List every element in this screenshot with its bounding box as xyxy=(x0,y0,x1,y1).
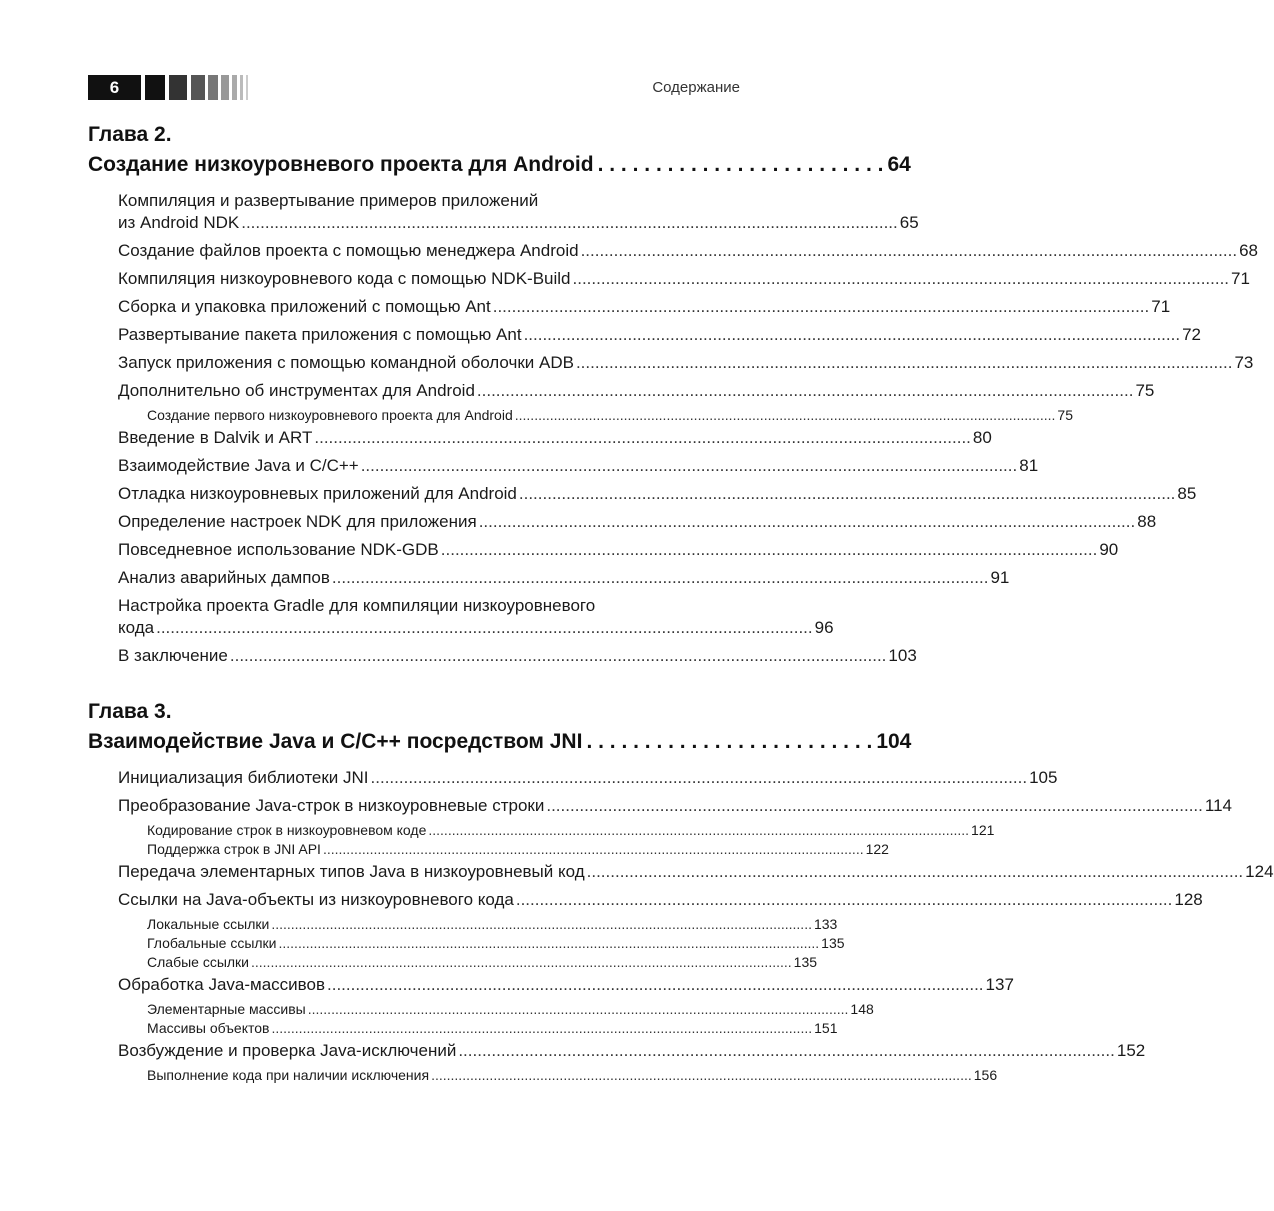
toc-entry-title: Массивы объектов xyxy=(147,1020,270,1036)
toc-entry-title: В заключение xyxy=(118,646,228,665)
toc-entry-title: Возбуждение и проверка Java-исключений xyxy=(118,1041,457,1060)
leader-dots: ........................................................................................................................................... xyxy=(546,796,1203,815)
chapter-2 xyxy=(88,120,1259,673)
toc-entry-page: 88 xyxy=(1137,512,1157,531)
toc-entry-title: Передача элементарных типов Java в низкоуровневый код xyxy=(118,862,585,881)
toc-entry-title: Выполнение кода при наличии исключения xyxy=(147,1067,430,1083)
toc-entry-page: 128 xyxy=(1174,890,1203,909)
toc-entry xyxy=(118,455,1039,477)
toc-entry xyxy=(118,889,1203,911)
toc-entry-page: 103 xyxy=(888,646,917,665)
leader-dots: ........................................................................................................................................... xyxy=(156,618,813,637)
toc-entry-title: Поддержка строк в JNI API xyxy=(147,841,321,857)
leader-dots: ........................................................................................................................................... xyxy=(476,381,1134,400)
toc-entry-title: Повседневное использование NDK-GDB xyxy=(118,540,439,559)
chapter-title: Взаимодействие Java и C/C++ посредством JNI xyxy=(88,730,583,753)
toc-entry-title: Компиляция низкоуровневого кода с помощью NDK-Build xyxy=(118,269,571,288)
leader-dots: ........................................................................................................................................... xyxy=(331,568,989,587)
chapter-label: Глава 3. xyxy=(88,700,172,723)
chapter-title-row xyxy=(88,150,911,180)
leader-dots: ........................................................................................................................................... xyxy=(431,1067,972,1083)
leader-dots: ........................................................................................................................................... xyxy=(586,862,1244,881)
toc-entry-title: Обработка Java-массивов xyxy=(118,975,325,994)
leader-dots: ........................................................................................................................................... xyxy=(241,213,898,232)
chapter-page: 104 xyxy=(876,730,912,753)
leader-dots: ........................................................................................................................................... xyxy=(314,428,971,447)
leader-dots: . . . . . . . . . . . . . . . . . . . . . . . . . xyxy=(597,153,884,176)
toc-entry-title: Отладка низкоуровневых приложений для Android xyxy=(118,484,517,503)
toc-entry-title: Определение настроек NDK для приложения xyxy=(118,512,477,531)
toc-entry-page: 68 xyxy=(1239,241,1259,260)
toc-entry-page: 65 xyxy=(899,213,919,232)
toc-entry-title: Глобальные ссылки xyxy=(147,935,277,951)
toc-entry-page: 96 xyxy=(814,618,834,637)
header-bar xyxy=(221,75,229,100)
toc-entry xyxy=(118,645,917,667)
toc-entries xyxy=(88,190,1259,667)
toc-entry-title: Инициализация библиотеки JNI xyxy=(118,768,369,787)
leader-dots: ........................................................................................................................................... xyxy=(514,407,1056,423)
leader-dots: ........................................................................................................................................... xyxy=(492,297,1150,316)
toc-entry xyxy=(118,861,1274,883)
toc-entry-title: Развертывание пакета приложения с помощью Ant xyxy=(118,325,522,344)
leader-dots: ........................................................................................................................................... xyxy=(229,646,887,665)
chapter-3 xyxy=(88,697,1274,1087)
toc-entry xyxy=(118,483,1197,505)
toc-entry-title: Сборка и упаковка приложений с помощью Ant xyxy=(118,297,491,316)
running-section-title: Содержание xyxy=(652,79,740,96)
toc-entry-page: 124 xyxy=(1245,862,1274,881)
header-bar xyxy=(232,75,237,100)
toc-entry-page: 152 xyxy=(1116,1041,1146,1060)
toc-subentry xyxy=(147,1064,998,1086)
chapter-label: Глава 2. xyxy=(88,123,172,146)
leader-dots: ........................................................................................................................................... xyxy=(440,540,1098,559)
toc-entry-page: 85 xyxy=(1177,484,1197,503)
leader-dots: ........................................................................................................................................... xyxy=(515,890,1173,909)
leader-dots: . . . . . . . . . . . . . . . . . . . . . . . . . xyxy=(586,730,873,753)
leader-dots: ........................................................................................................................................... xyxy=(307,1001,849,1017)
toc-entry-page: 148 xyxy=(850,1001,874,1017)
toc-entry xyxy=(118,1040,1146,1062)
toc-entry xyxy=(118,352,1254,374)
leader-dots: ........................................................................................................................................... xyxy=(518,484,1176,503)
page-header xyxy=(88,75,740,100)
toc-entry-page: 91 xyxy=(990,568,1010,587)
leader-dots: ........................................................................................................................................... xyxy=(278,935,820,951)
toc-entry-page: 122 xyxy=(865,841,889,857)
header-bar xyxy=(169,75,187,100)
toc-entry-page: 72 xyxy=(1182,325,1202,344)
toc-entry-title: Преобразование Java-строк в низкоуровневые строки xyxy=(118,796,545,815)
toc-entry-page: 90 xyxy=(1099,540,1119,559)
toc-entry-title: кода xyxy=(118,618,155,637)
chapter-title-row xyxy=(88,727,912,757)
leader-dots: ........................................................................................................................................... xyxy=(580,241,1238,260)
leader-dots: ........................................................................................................................................... xyxy=(428,822,970,838)
toc-entry xyxy=(118,324,1202,346)
toc-entry-title: Создание первого низкоуровневого проекта для Android xyxy=(147,407,513,423)
toc-entry xyxy=(118,212,919,234)
toc-entry xyxy=(118,296,1171,318)
toc-entry-title: Введение в Dalvik и ART xyxy=(118,428,313,447)
toc-subentry xyxy=(147,838,889,860)
toc-entry-page: 135 xyxy=(793,954,818,970)
toc-entry-page: 114 xyxy=(1204,796,1232,815)
toc-entry xyxy=(118,240,1259,262)
toc-entry xyxy=(118,617,834,639)
toc-entry-page: 73 xyxy=(1234,353,1254,372)
toc-entry-title: Анализ аварийных дампов xyxy=(118,568,330,587)
toc-entry-title: из Android NDK xyxy=(118,213,240,232)
toc-entry xyxy=(118,567,1010,589)
toc-entry-page: 137 xyxy=(985,975,1014,994)
leader-dots: ........................................................................................................................................... xyxy=(271,916,812,932)
toc-entry-title: Кодирование строк в низкоуровневом коде xyxy=(147,822,427,838)
leader-dots: ........................................................................................................................................... xyxy=(322,841,864,857)
toc-entry-title: Слабые ссылки xyxy=(147,954,249,970)
leader-dots: ........................................................................................................................................... xyxy=(271,1020,813,1036)
header-bar xyxy=(208,75,218,100)
toc-entry xyxy=(118,539,1119,561)
toc-entry-page: 121 xyxy=(971,822,995,838)
toc-subentry xyxy=(147,404,1073,426)
toc-entry-first-line: Компиляция и развертывание примеров приложений xyxy=(118,191,539,210)
header-bar xyxy=(246,75,248,100)
leader-dots: ........................................................................................................................................... xyxy=(523,325,1181,344)
toc-entry xyxy=(118,974,1014,996)
toc-entry-title: Запуск приложения с помощью командной оболочки ADB xyxy=(118,353,574,372)
toc-entry-title: Ссылки на Java-объекты из низкоуровневого кода xyxy=(118,890,514,909)
toc-entry-title: Элементарные массивы xyxy=(147,1001,306,1017)
leader-dots: ........................................................................................................................................... xyxy=(251,954,792,970)
toc-entry-page: 133 xyxy=(813,916,838,932)
toc-entry-page: 105 xyxy=(1029,768,1058,787)
toc-entry-page: 75 xyxy=(1057,407,1073,423)
toc-entry xyxy=(118,380,1155,402)
toc-entry-page: 80 xyxy=(972,428,992,447)
leader-dots: ........................................................................................................................................... xyxy=(458,1041,1115,1060)
leader-dots: ........................................................................................................................................... xyxy=(360,456,1018,475)
toc-subentry xyxy=(147,1017,838,1039)
toc-entry-page: 156 xyxy=(973,1067,998,1083)
toc-entry-page: 151 xyxy=(814,1020,838,1036)
leader-dots: ........................................................................................................................................... xyxy=(370,768,1028,787)
toc-entry-title: Дополнительно об инструментах для Android xyxy=(118,381,475,400)
toc-subentry xyxy=(147,951,818,973)
header-bar xyxy=(145,75,165,100)
toc-entries xyxy=(88,767,1274,1086)
toc-entry xyxy=(118,795,1232,817)
toc-entry xyxy=(118,427,992,449)
chapter-title: Создание низкоуровневого проекта для Android xyxy=(88,153,594,176)
chapter-page: 64 xyxy=(887,153,911,176)
toc-entry xyxy=(118,268,1250,290)
toc-entry-page: 81 xyxy=(1019,456,1039,475)
leader-dots: ........................................................................................................................................... xyxy=(572,269,1230,288)
toc-entry-title: Взаимодействие Java и C/C++ xyxy=(118,456,359,475)
page-number: 6 xyxy=(88,75,141,100)
toc-entry xyxy=(118,511,1157,533)
toc-entry-title: Локальные ссылки xyxy=(147,916,270,932)
leader-dots: ........................................................................................................................................... xyxy=(575,353,1233,372)
leader-dots: ........................................................................................................................................... xyxy=(478,512,1136,531)
toc-entry-page: 75 xyxy=(1135,381,1155,400)
leader-dots: ........................................................................................................................................... xyxy=(327,975,984,994)
toc-entry-page: 71 xyxy=(1231,269,1250,288)
header-bar xyxy=(240,75,243,100)
toc-entry-page: 135 xyxy=(821,935,845,951)
toc-entry-first-line: Настройка проекта Gradle для компиляции низкоуровневого xyxy=(118,596,596,615)
header-bar xyxy=(191,75,205,100)
toc-entry-page: 71 xyxy=(1151,297,1171,316)
toc-entry-title: Создание файлов проекта с помощью менеджера Android xyxy=(118,241,579,260)
toc-entry xyxy=(118,767,1058,789)
